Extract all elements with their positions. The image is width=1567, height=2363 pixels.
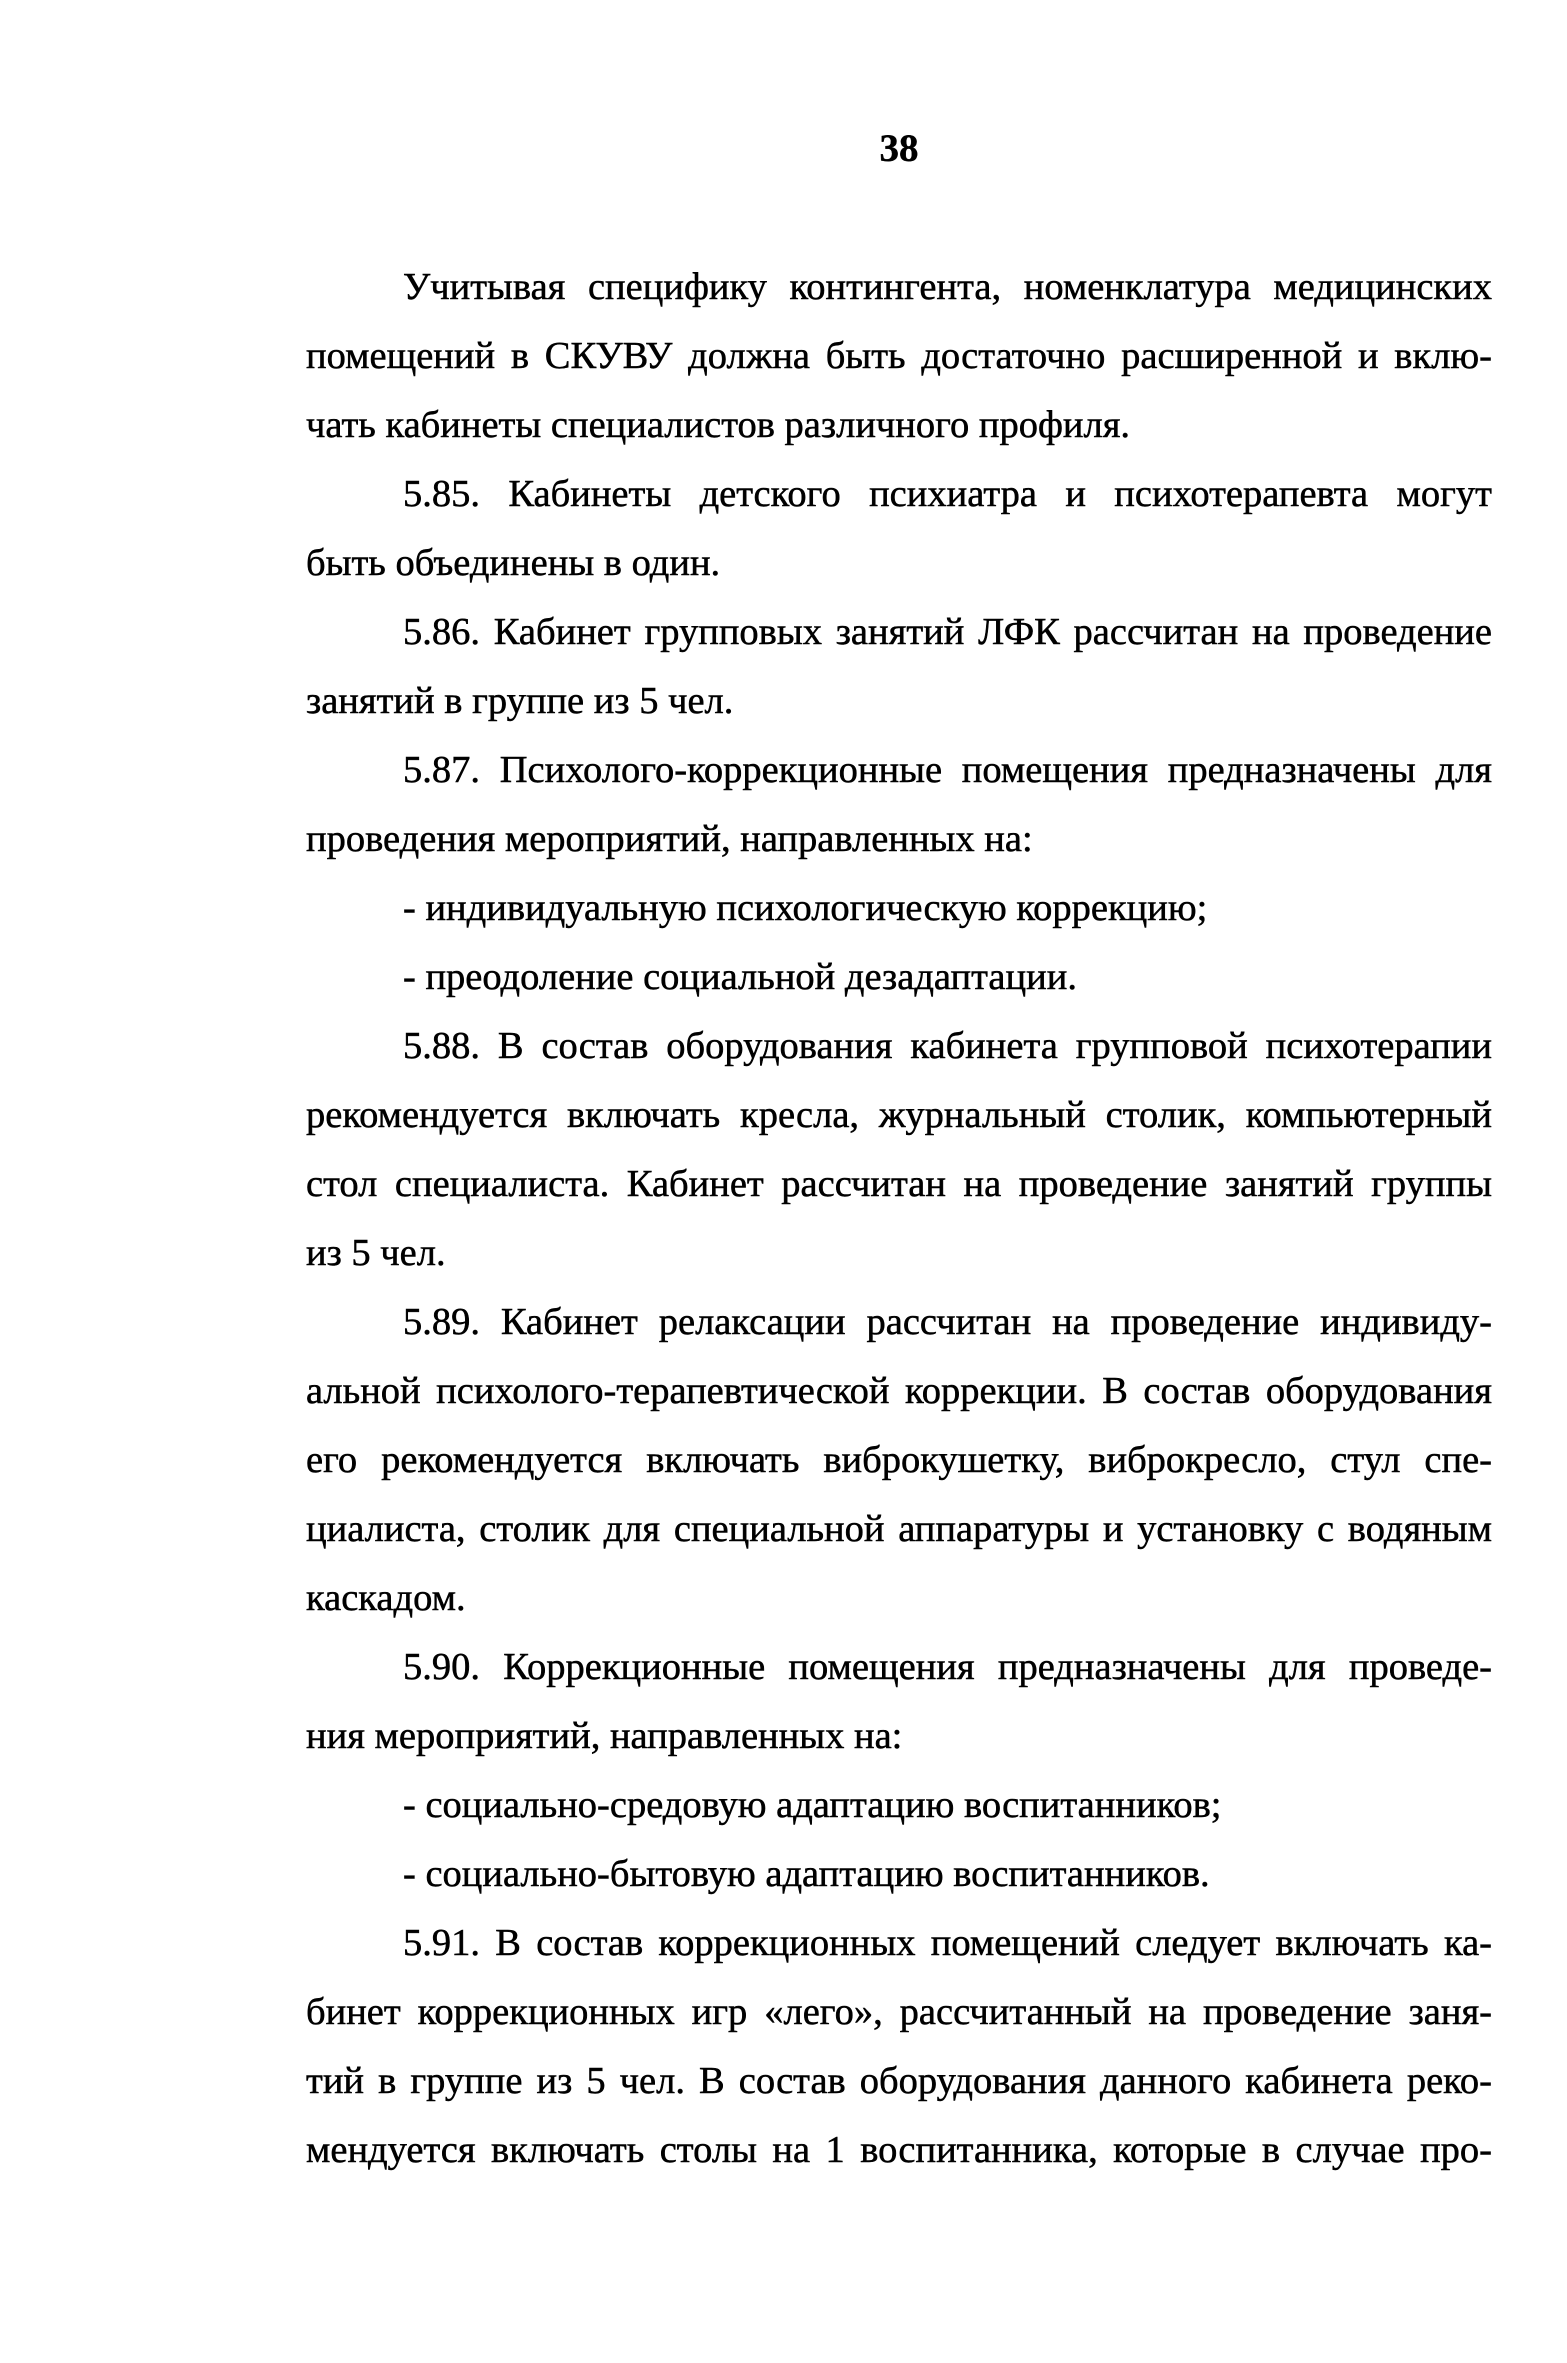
clause-5-90 bbox=[306, 1633, 1492, 1771]
paragraph-line: 5.85. Кабинеты детского психиатра и психотерапевта могут bbox=[403, 473, 1492, 515]
paragraph-line: мендуется включать столы на 1 воспитанника, которые в случае про- bbox=[306, 2129, 1492, 2171]
paragraph-line: из 5 чел. bbox=[306, 1232, 446, 1274]
clause-5-85 bbox=[306, 460, 1492, 598]
paragraph-line: 5.91. В состав коррекционных помещений следует включать ка- bbox=[403, 1922, 1492, 1964]
list-item bbox=[306, 1771, 1492, 1840]
document-body bbox=[306, 253, 1492, 2185]
paragraph-line: чать кабинеты специалистов различного профиля. bbox=[306, 404, 1131, 446]
paragraph-line: циалиста, столик для специальной аппаратуры и установку с водяным bbox=[306, 1508, 1492, 1550]
paragraph-line: 5.89. Кабинет релаксации рассчитан на проведение индивиду- bbox=[403, 1301, 1492, 1343]
paragraph-line: проведения мероприятий, направленных на: bbox=[306, 818, 1033, 860]
paragraph-line: быть объединены в один. bbox=[306, 542, 721, 584]
paragraph-line: альной психолого-терапевтической коррекции. В состав оборудования bbox=[306, 1370, 1492, 1412]
list-item bbox=[306, 874, 1492, 943]
paragraph-line: стол специалиста. Кабинет рассчитан на проведение занятий группы bbox=[306, 1163, 1492, 1205]
paragraph-line: помещений в СКУВУ должна быть достаточно расширенной и вклю- bbox=[306, 335, 1492, 377]
clause-5-91 bbox=[306, 1909, 1492, 2185]
paragraph-line: рекомендуется включать кресла, журнальный столик, компьютерный bbox=[306, 1094, 1492, 1136]
paragraph-line: его рекомендуется включать виброкушетку, виброкресло, стул спе- bbox=[306, 1439, 1492, 1481]
page-number: 38 bbox=[879, 127, 919, 170]
paragraph-line: 5.88. В состав оборудования кабинета групповой психотерапии bbox=[403, 1025, 1492, 1067]
paragraph-intro bbox=[306, 253, 1492, 460]
clause-5-86 bbox=[306, 598, 1492, 736]
paragraph-line: ния мероприятий, направленных на: bbox=[306, 1715, 903, 1757]
paragraph-line: 5.87. Психолого-коррекционные помещения предназначены для bbox=[403, 749, 1492, 791]
clause-5-88 bbox=[306, 1012, 1492, 1288]
paragraph-line: - преодоление социальной дезадаптации. bbox=[403, 956, 1077, 998]
paragraph-line: бинет коррекционных игр «лего», рассчитанный на проведение заня- bbox=[306, 1991, 1492, 2033]
paragraph-line: каскадом. bbox=[306, 1577, 466, 1619]
paragraph-line: - социально-средовую адаптацию воспитанников; bbox=[403, 1784, 1222, 1826]
paragraph-line: тий в группе из 5 чел. В состав оборудования данного кабинета реко- bbox=[306, 2060, 1492, 2102]
list-item bbox=[306, 943, 1492, 1012]
paragraph-line: - индивидуальную психологическую коррекцию; bbox=[403, 887, 1208, 929]
paragraph-line: 5.90. Коррекционные помещения предназначены для проведе- bbox=[403, 1646, 1492, 1688]
clause-5-89 bbox=[306, 1288, 1492, 1633]
paragraph-line: - социально-бытовую адаптацию воспитанников. bbox=[403, 1853, 1210, 1895]
list-item bbox=[306, 1840, 1492, 1909]
paragraph-line: Учитывая специфику контингента, номенклатура медицинских bbox=[403, 266, 1492, 308]
paragraph-line: 5.86. Кабинет групповых занятий ЛФК рассчитан на проведение bbox=[403, 611, 1492, 653]
clause-5-87 bbox=[306, 736, 1492, 874]
paragraph-line: занятий в группе из 5 чел. bbox=[306, 680, 734, 722]
